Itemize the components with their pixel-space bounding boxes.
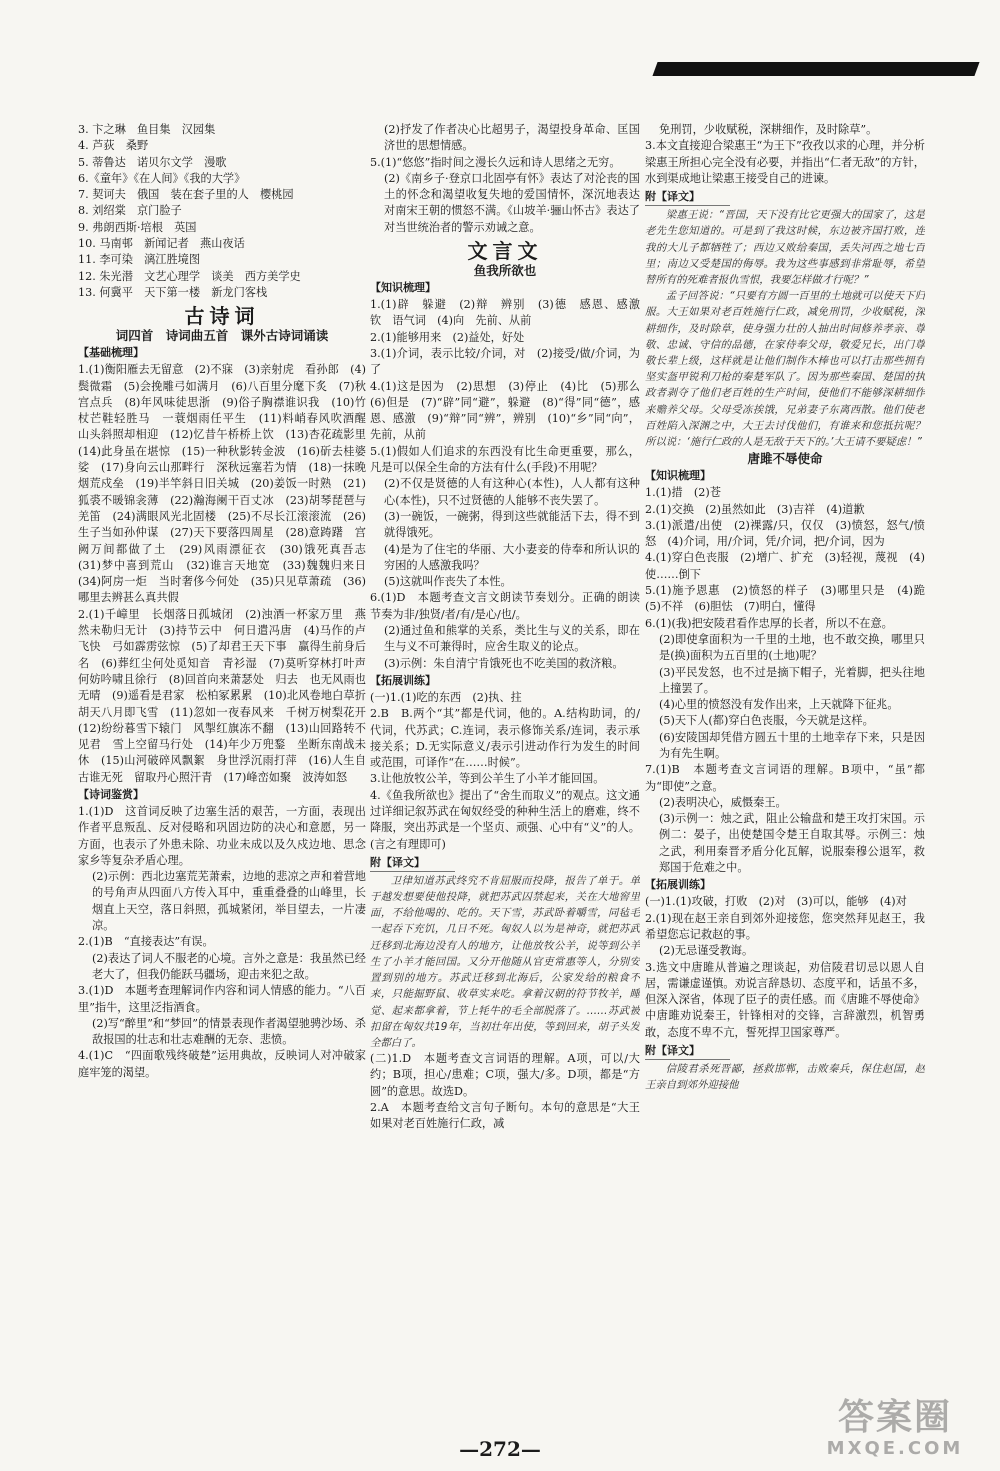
- answer-paragraph: (2)通过鱼和熊掌的关系，类比生与义的关系，即在生与义不可兼得时，应舍生取义的论点。: [384, 624, 640, 654]
- watermark-url: MXQE.COM: [826, 1438, 964, 1459]
- list-item: 9. 弗朗西斯·培根 英国: [78, 220, 197, 234]
- list-item: 5. 蒂鲁达 诺贝尔文学 漫歌: [78, 155, 227, 169]
- answer-paragraph: (2)表达了词人不服老的心境。言外之意是：我虽然已经老大了，但我仍能跃马疆场，迎击来犯之敌。: [92, 951, 366, 981]
- answer-paragraph: (2)《南乡子·登京口北固亭有怀》表达了对沦丧的国土的怀念和渴望收复失地的爱国情怀，深沉地表达对南宋王朝的惯怒不满。《山坡羊·骊山怀古》表达了对当世统治者的警示劝诫之意。: [384, 171, 640, 234]
- answer-paragraph: (6)安陵国却凭借方圆五十里的土地幸存下来，只是因为有先生啊。: [659, 730, 925, 760]
- answer-paragraph: (2)抒发了作者决心比超男子，渴望投身革命、匡国济世的思想情感。: [384, 123, 640, 153]
- answer-paragraph: 免刑罚，少收赋税，深耕细作，及时除草”。: [659, 123, 878, 136]
- answer-paragraph: 4.《鱼我所欲也》提出了“舍生而取义”的观点。这文通过详细记叙苏武在匈奴经受的种种生活上的磨难，终不降服，突出苏武是一个坚贞、顽强、心中有“义”的人。(言之有理即可): [370, 788, 640, 851]
- section-subtitle: 鱼我所欲也: [473, 263, 537, 279]
- answer-paragraph: (3)示例：朱自清宁肯饿死也不吃美国的救济粮。: [384, 656, 624, 670]
- answer-paragraph: 3.(1)D 本题考查理解词作内容和词人情感的能力。“八百里”指牛，这里泛指酒食。: [78, 984, 366, 1014]
- answer-paragraph: (4)是为了住宅的华丽、大小妻妾的侍奉和所认识的穷困的人感激我吗？: [384, 542, 640, 572]
- heading-knowledge: 【知识梳理】: [370, 281, 436, 295]
- list-item: 8. 刘绍棠 京门脸子: [78, 204, 182, 218]
- list-item: 12. 朱光潜 文艺心理学 谈美 西方美学史: [78, 269, 301, 283]
- answer-paragraph: (4)心里的愤怒没有发作出来，上天就降下征兆。: [659, 698, 899, 712]
- answer-paragraph: 5.(1)“悠悠”指时间之漫长久远和诗人思绪之无穷。: [370, 155, 621, 169]
- heading-basic: 【基础梳理】: [78, 346, 144, 360]
- page-number: —272—: [459, 1437, 541, 1461]
- answer-paragraph: (3)一碗饭，一碗粥，得到这些就能活下去，得不到就得饿死。: [384, 509, 640, 540]
- answer-paragraph: (2)示例：西北边塞荒芜萧索，边地的悲凉之声和着营地的号角声从四面八方传入耳中，重重叠叠的山峰里，长烟直上天空，落日斜照，孤城紧闭，举目望去，一片凄凉。: [92, 870, 366, 933]
- column-3: [645, 122, 925, 1432]
- answer-paragraph: 3.选文中唐雎从普遍之理谈起，劝信陵君切忌以恩人自居，需谦虚谨慎。劝说言辞恳切、态度平和，话虽不多，但深入深省，体现了臣子的责任感。而《唐雎不辱使命》中唐雎劝说秦王，针锋相对的交锋，言辞激烈，机智勇敢，态度不卑不亢，誓死捍卫国家尊严。: [645, 960, 925, 1039]
- answer-paragraph: 3.让他放牧公羊，等到公羊生了小羊才能回国。: [370, 772, 605, 786]
- answer-paragraph: 2.(1)现在赵王亲自到郊外迎接您，您突然拜见赵王，我希望您忘记救赵的事。: [645, 911, 925, 941]
- answer-paragraph: 1.(1)衡阳雁去无留意 (2)不寐 (3)亲射虎 看孙郎 (4)鬓微霜 (5)会挽雕弓如满月 (6)八百里分麾下炙 (7)秋宫点兵 (8)年风味徒思浙 (9)俗子胸襟谁识我 (10)竹杖芒鞋轻胜马 一蓑烟雨任平生 (11)料峭春风吹酒醒 山头斜照却相迎 (12)忆昔午桥桥上饮 (13)杏花疏影里 (14)此身虽在堪惊 (15)一种秋影转金波 (16)斫去桂婆娑 (17)身向云山那畔行 深秋远塞若为情 (18)一抹晚烟荒戍垒 (19)半竿斜日旧关城 (20)姜饭一时熟 (21)狐裘不暖锦衾薄 (22)瀚海阑干百丈冰 (23)胡琴琵琶与羌笛 (24)满眼风光北固楼 (25)不尽长江滚滚流 (26)生子当如孙仲谋 (27)天下要落四周星 (28)意踌躇 宫阙万间都做了土 (29)风雨漂征衣 (30)饿死真吾志 (31)梦中喜到荒山 (32)谁言天地宽 (33)魏魏归来日 (34)阿房一炬 当时奢侈今何处 (35)只见草萧疏 (36)哪里去辨甚么真共假: [78, 363, 366, 605]
- list-item: 7. 契诃夫 俄国 装在套子里的人 樱桃园: [78, 188, 294, 202]
- answer-paragraph: 5.(1)假如人们追求的东西没有比生命更重要，那么，凡是可以保全生命的方法有什么(手段)不用呢？: [370, 444, 640, 475]
- answer-paragraph: 6.(1)(我)把安陵君看作忠厚的长者，所以不在意。: [645, 616, 893, 630]
- watermark-logo-text: 答案圈: [837, 1397, 952, 1438]
- answer-paragraph: (2)表明决心，威慑秦王。: [659, 795, 787, 809]
- answer-paragraph: (2)写“醉里”和“梦回”的情景表现作者渴望驰骋沙场、杀敌报国的壮志和壮志难酬的无奈、悲愤。: [92, 1016, 366, 1047]
- answer-paragraph: 4.(1)这是因为 (2)思想 (3)停止 (4)比 (5)那么 (6)但是 (7)“辟”同“避”，躲避 (8)“得”同“德”，感恩、感激 (9)“辩”同“辨”，辨别 (10)“乡”同“向”，先前，从前: [370, 379, 640, 442]
- heading-knowledge: 【知识梳理】: [645, 469, 711, 483]
- list-item: 6.《童年》《在人间》《我的大学》: [78, 171, 246, 185]
- answer-paragraph: 7.(1)B 本题考查文言词语的理解。B项中，“虽”都为“即使”之意。: [645, 763, 925, 793]
- heading-extension: 【拓展训练】: [645, 878, 711, 892]
- answer-paragraph: (一)1.(1)攻破，打败 (2)对 (3)可以，能够 (4)对: [645, 895, 907, 909]
- watermark: [800, 1398, 990, 1466]
- column-1: [78, 122, 366, 1432]
- answer-paragraph: (3)平民发怒，也不过是摘下帽子，光着脚，把头往地上撞罢了。: [659, 665, 925, 695]
- answer-paragraph: 3.(1)派遣/出使 (2)裸露/只，仅仅 (3)愤怒，怒气/愤怒 (4)介词，用/介词，凭/介词，把/介词，因为: [645, 518, 925, 549]
- section-title: 古诗词: [184, 304, 260, 329]
- answer-paragraph: 6.(1)D 本题考查文言文朗读节奏划分。正确的朗读节奏为非/独贤/者/有/是心/也/。: [370, 591, 640, 621]
- translation-paragraph: 孟子回答说：“只要有方圆一百里的土地就可以使天下归服。大王如果对老百姓施行仁政，减免刑罚，少收赋税，深耕细作，及时除草，使身强力壮的人抽出时间修养孝亲、尊敬、忠诚、守信的品德，在家侍奉父母，敬爱兄长，出门尊敬长辈上级，这样就是让他们制作木棒也可以打击那些拥有坚实盔甲锐利刀枪的秦楚军队了。因为那些秦国、楚国的执政者剥夺了他们老百姓的生产时间，使他们不能够深耕细作来赡养父母。父母受冻挨饿，兄弟妻子东离西散。他们使老百姓陷入深渊之中，大王去讨伐他们，有谁来和您抵抗呢？所以说：‘施行仁政的人是无敌于天下的。’大王请不要疑虑！”: [645, 290, 925, 449]
- answer-paragraph: (二)1.D 本题考查文言词语的理解。A项，可以/大约；B项，担心/患难；C项，强大/多。D项，都是“方圆”的意思。故选D。: [370, 1052, 640, 1098]
- list-item: 10. 马南邨 新闻记者 燕山夜话: [78, 237, 245, 251]
- header-decoration-bar: [652, 62, 979, 76]
- answer-paragraph: 5.(1)施予恩惠 (2)愤怒的样子 (3)哪里只是 (4)跪 (5)不祥 (6)胆怯 (7)明白，懂得: [645, 584, 925, 614]
- heading-extension: 【拓展训练】: [370, 673, 436, 687]
- heading-translation: 附【译文】: [645, 1043, 730, 1060]
- heading-translation: 附【译文】: [370, 855, 455, 872]
- answer-paragraph: 4.(1)C “四面歌残终破楚”运用典故，反映词人对冲破家庭牢笼的渴望。: [78, 1049, 366, 1079]
- column-2: [370, 122, 640, 1432]
- answer-paragraph: 3.(1)介词，表示比较/介词，对 (2)接受/做/介词，为了: [370, 346, 640, 377]
- answer-paragraph: 2.(1)能够用来 (2)益处，好处: [370, 330, 525, 344]
- section-subtitle: 词四首 诗词曲五首 课外古诗词诵读: [115, 328, 329, 344]
- answer-paragraph: 2.A 本题考查给文言句子断句。本句的意思是“大王如果对老百姓施行仁政，减: [370, 1101, 640, 1131]
- answer-paragraph: 1.(1)D 这首词反映了边塞生活的艰苦，一方面，表现出作者平息叛乱、反对侵略和巩固边防的决心和意愿，另一方面，也表示了外患未除、功业未成以及久戍边地、思念家乡等复杂矛盾心理。: [78, 804, 366, 867]
- answer-paragraph: (2)即使拿面积为一千里的土地，也不敢交换，哪里只是(换)面积为五百里的(土地)呢？: [659, 632, 925, 663]
- answer-paragraph: (5)这就叫作丧失了本性。: [384, 575, 512, 589]
- answer-paragraph: (3)示例一：烛之武，阻止公输盘和楚王攻打宋国。示例二：晏子，出使楚国令楚王自取其辱。示例三：烛之武，利用秦晋矛盾分化瓦解，说服秦穆公退军，救郑国于危难之中。: [659, 812, 925, 875]
- section-title: 文言文: [467, 239, 543, 264]
- answer-paragraph: 2.(1)千嶂里 长烟落日孤城闭 (2)浊酒一杯家万里 燕然未勒归无计 (3)持节云中 何日遣冯唐 (4)马作的卢飞快 弓如霹雳弦惊 (5)了却君王天下事 赢得生前身后名 (6)葬红尘何处觅知音 青衫湿 (7)莫听穿林打叶声 何妨吟啸且徐行 (8)回首向来萧瑟处 归去 也无风雨也无晴 (9)遥看是君家 松柏冢累累 (10)北风卷地白草折 胡天八月即飞雪 (11)忽如一夜春风来 千树万树梨花开 (12)纷纷暮雪下辕门 风掣红旗冻不翻 (13)山回路转不见君 雪上空留马行处 (14)年少万兜鍪 坐断东南战未休 (15)山河破碎风飘絮 身世浮沉雨打萍 (16)人生自古谁无死 留取丹心照汗青 (17)峰峦如聚 波涛如怒: [78, 607, 366, 784]
- answer-paragraph: 3.本文直接迎合梁惠王“为王下”孜孜以求的心理，并分析梁惠王所担心完全没有必要，并指出“仁者无敌”的方针，水到渠成地让梁惠王接受自己的进谏。: [645, 139, 925, 185]
- answer-paragraph: (一)1.(1)吃的东西 (2)执、拄: [370, 690, 522, 704]
- heading-translation: 附【译文】: [645, 189, 730, 206]
- list-item: 3. 卞之琳 鱼目集 汉园集: [78, 123, 216, 136]
- answer-paragraph: 4.(1)穿白色丧服 (2)增广、扩充 (3)轻视，蔑视 (4)使……倒下: [645, 551, 925, 581]
- list-item: 13. 何冀平 天下第一楼 新龙门客栈: [78, 285, 268, 299]
- answer-paragraph: 1.(1)措 (2)苍: [645, 486, 721, 500]
- answer-paragraph: (2)无忌谨受教诲。: [659, 944, 754, 958]
- answer-paragraph: (5)天下人(都)穿白色丧服，今天就是这样。: [659, 714, 874, 728]
- list-item: 11. 李可染 漓江胜境图: [78, 253, 201, 267]
- heading-appreciation: 【诗词鉴赏】: [78, 787, 144, 801]
- answer-paragraph: (2)不仅是贤德的人有这种心(本性)，人人都有这种心(本性)，只不过贤德的人能够不丧失罢了。: [384, 477, 640, 507]
- translation-paragraph: 卫律知道苏武终究不肯屈服而投降，报告了单于。单于越发想要使他投降，就把苏武囚禁起来，关在大地窖里面，不给他喝的、吃的。天下雪，苏武卧着嚼雪，同毡毛一起吞下充饥，几日不死。匈奴人以为是神奇，就把苏武迁移到北海边没有人的地方，让他放牧公羊，说等到公羊生了小羊才能回国。又分开他随从官吏常惠等人，分别安置到别的地方。苏武迁移到北海后，公家发给的粮食不来，只能掘野鼠、收草实来吃。拿着汉朝的符节牧羊，睡觉、起来都拿着，节上牦牛的毛全部脱落了。……苏武被扣留在匈奴共19年，当初壮年出使，等到回来，胡子头发全都白了。: [370, 874, 640, 1049]
- section-subtitle: 唐雎不辱使命: [747, 451, 823, 467]
- translation-paragraph: 梁惠王说：“晋国，天下没有比它更强大的国家了，这是老先生您知道的。可是到了我这时候，东边被齐国打败，连我的大儿子都牺牲了；西边又败给秦国，丢失河西之地七百里；南边又受楚国的侮辱。我为这些事感到非常耻辱，希望替所有的死难者报仇雪恨，我要怎样做才行呢？”: [645, 209, 925, 286]
- translation-paragraph: 信陵君杀死晋鄙，拯救邯郸，击败秦兵，保住赵国，赵王亲自到郊外迎接他: [645, 1063, 925, 1092]
- answer-paragraph: 2.(1)B “直接表达”有误。: [78, 935, 214, 949]
- answer-paragraph: 2.(1)交换 (2)虽然如此 (3)吉祥 (4)道歉: [645, 502, 865, 516]
- answer-paragraph: 1.(1)辟 躲避 (2)辩 辨别 (3)德 感恩、感激 钦 语气词 (4)向 先前、从前: [370, 298, 640, 328]
- answer-paragraph: 2.B B.两个“其”都是代词，他的。A.结构助词，的/代词，代苏武；C.连词，表示修饰关系/连词，表示承接关系；D.无实际意义/表示引进动作行为发生的时间或范围，可译作“在……时候”。: [370, 707, 640, 770]
- list-item: 4. 芦荻 桑野: [78, 139, 149, 153]
